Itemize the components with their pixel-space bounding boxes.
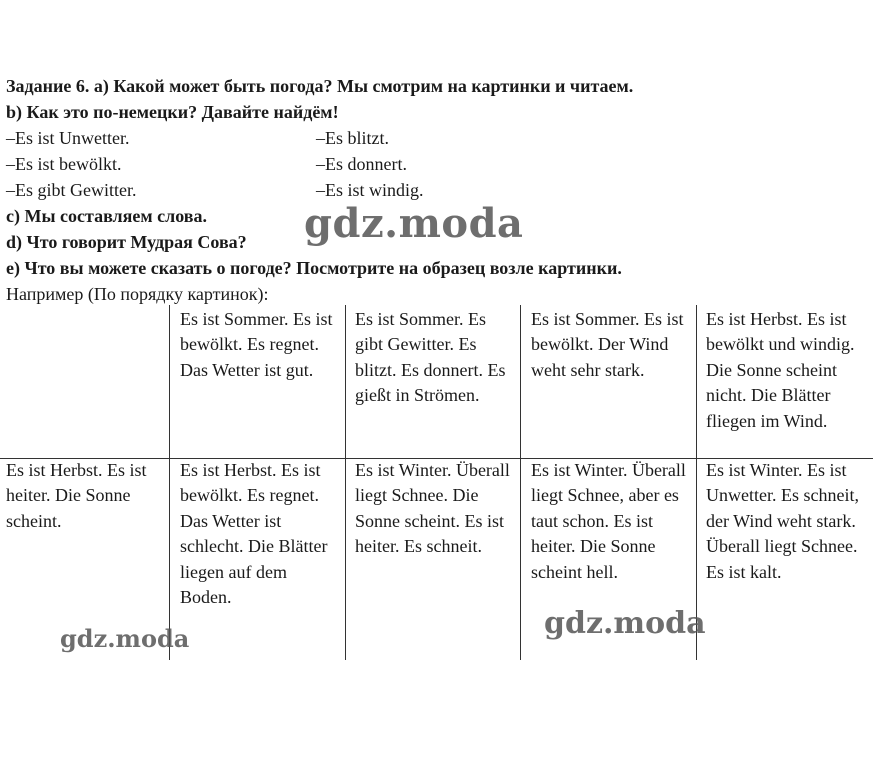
table-cell-r2-c2: Es ist Herbst. Es ist bewölkt. Es regnet. Das Wetter ist schlecht. Die Blätter liegen auf dem Boden. <box>180 460 328 608</box>
table-divider <box>520 305 521 660</box>
answer-table <box>0 305 873 660</box>
table-cell-r2-c1: Es ist Herbst. Es ist heiter. Die Sonne scheint. <box>6 460 147 531</box>
table-divider <box>345 305 346 660</box>
table-cell-r2-c5: Es ist Winter. Es ist Unwetter. Es schneit, der Wind weht stark. Überall liegt Schnee. Es ist kalt. <box>706 460 859 582</box>
table-cell-r1-c3: Es ist Sommer. Es gibt Gewitter. Es blitzt. Es donnert. Es gießt in Strömen. <box>355 309 506 406</box>
phrase-right-1: –Es blitzt. <box>316 128 389 148</box>
phrase-right-3: –Es ist windig. <box>316 180 424 200</box>
table-cell-r2-c3: Es ist Winter. Überall liegt Schnee. Die Sonne scheint. Es ist heiter. Es schneit. <box>355 460 510 557</box>
watermark-main: gdz.moda <box>304 200 524 247</box>
task-c-heading: c) Мы составляем слова. <box>6 206 207 226</box>
task-heading: Задание 6. a) Какой может быть погода? Мы смотрим на картинки и читаем. <box>6 76 634 96</box>
phrase-left-1: –Es ist Unwetter. <box>6 128 130 148</box>
phrase-left-2: –Es ist bewölkt. <box>6 154 122 174</box>
watermark-bottom-left: gdz.moda <box>60 624 190 653</box>
table-cell-r1-c2: Es ist Sommer. Es ist bewölkt. Es regnet. Das Wetter ist gut. <box>180 309 333 380</box>
phrase-right-2: –Es donnert. <box>316 154 407 174</box>
table-divider <box>169 305 170 660</box>
example-label: Например (По порядку картинок): <box>6 284 269 304</box>
watermark-bottom-right: gdz.moda <box>544 606 706 641</box>
task-e-heading: e) Что вы можете сказать о погоде? Посмотрите на образец возле картинки. <box>6 258 622 278</box>
task-b-heading: b) Как это по-немецки? Давайте найдём! <box>6 102 339 122</box>
task-d-heading: d) Что говорит Мудрая Сова? <box>6 232 247 252</box>
table-cell-r2-c4: Es ist Winter. Überall liegt Schnee, aber es taut schon. Es ist heiter. Die Sonne scheint hell. <box>531 460 686 582</box>
table-cell-r1-c4: Es ist Sommer. Es ist bewölkt. Der Wind weht sehr stark. <box>531 309 684 380</box>
table-cell-r1-c5: Es ist Herbst. Es ist bewölkt und windig. Die Sonne scheint nicht. Die Blätter fliegen im Wind. <box>706 309 855 431</box>
phrase-left-3: –Es gibt Gewitter. <box>6 180 137 200</box>
